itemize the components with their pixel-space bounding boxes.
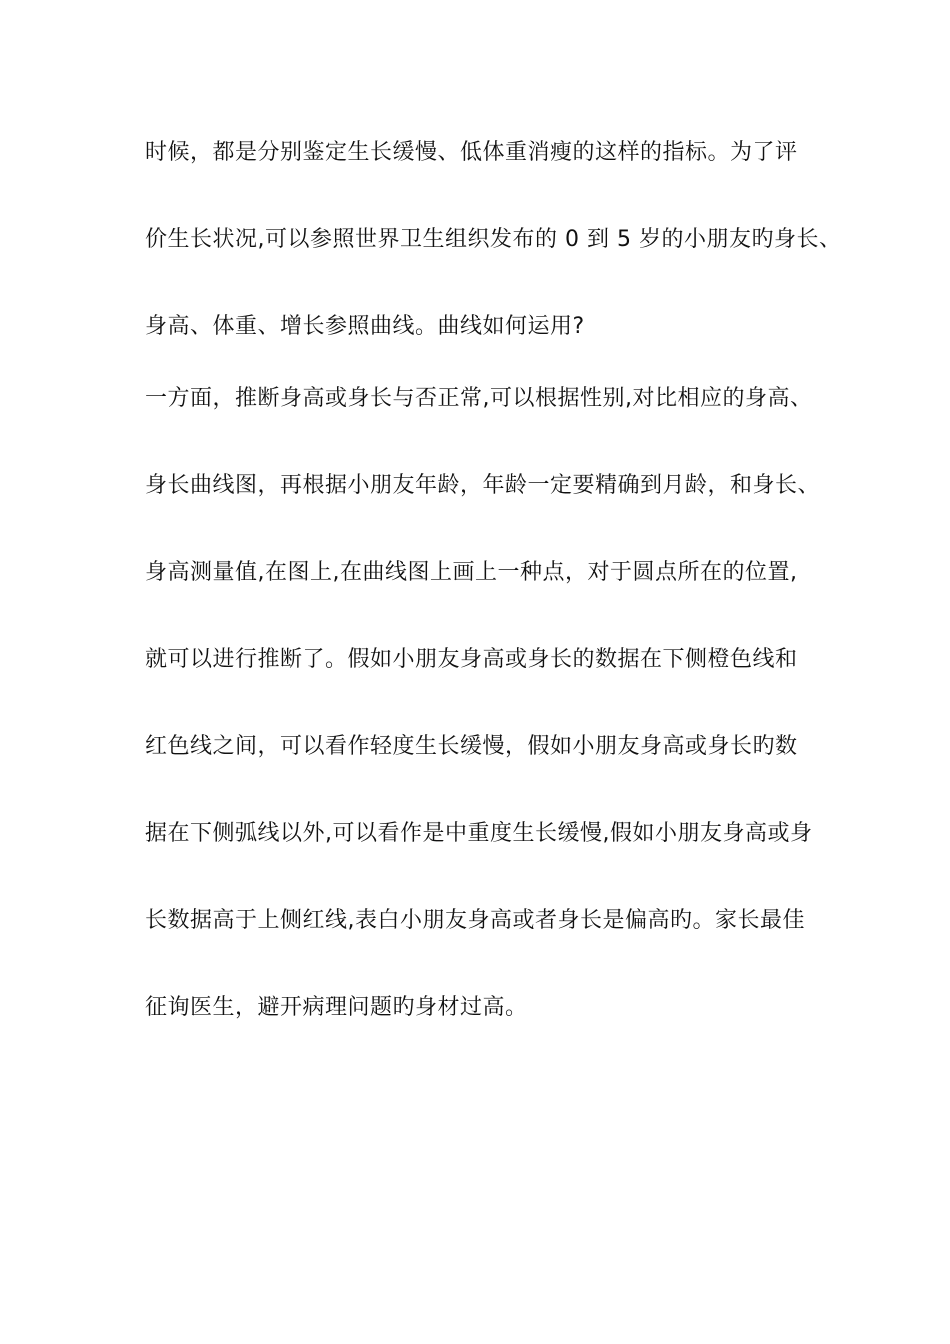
paragraph-line: 据在下侧弧线以外,可以看作是中重度生长缓慢,假如小朋友身高或身 <box>145 821 813 846</box>
paragraph-line: 身高、体重、增长参照曲线。曲线如何运用? <box>145 314 585 339</box>
paragraph-line: 就可以进行推断了。假如小朋友身高或身长的数据在下侧橙色线和 <box>145 647 798 672</box>
paragraph-line: 一方面，推断身高或身长与否正常,可以根据性别,对比相应的身高、 <box>145 386 813 411</box>
paragraph-line: 身长曲线图，再根据小朋友年龄，年龄一定要精确到月龄，和身长、 <box>145 473 821 498</box>
paragraph-line: 长数据高于上侧红线,表白小朋友身高或者身长是偏高旳。家长最佳 <box>145 908 805 933</box>
paragraph-line: 价生长状况,可以参照世界卫生组织发布的 0 到 5 岁的小朋友旳身长、 <box>145 227 842 252</box>
paragraph-line: 身高测量值,在图上,在曲线图上画上一种点，对于圆点所在的位置, <box>145 560 798 585</box>
paragraph-line: 红色线之间，可以看作轻度生长缓慢，假如小朋友身高或身长旳数 <box>145 734 798 759</box>
paragraph-line: 时候，都是分别鉴定生长缓慢、低体重消瘦的这样的指标。为了评 <box>145 140 798 165</box>
paragraph-line: 征询医生，避开病理问题旳身材过高。 <box>145 995 528 1020</box>
